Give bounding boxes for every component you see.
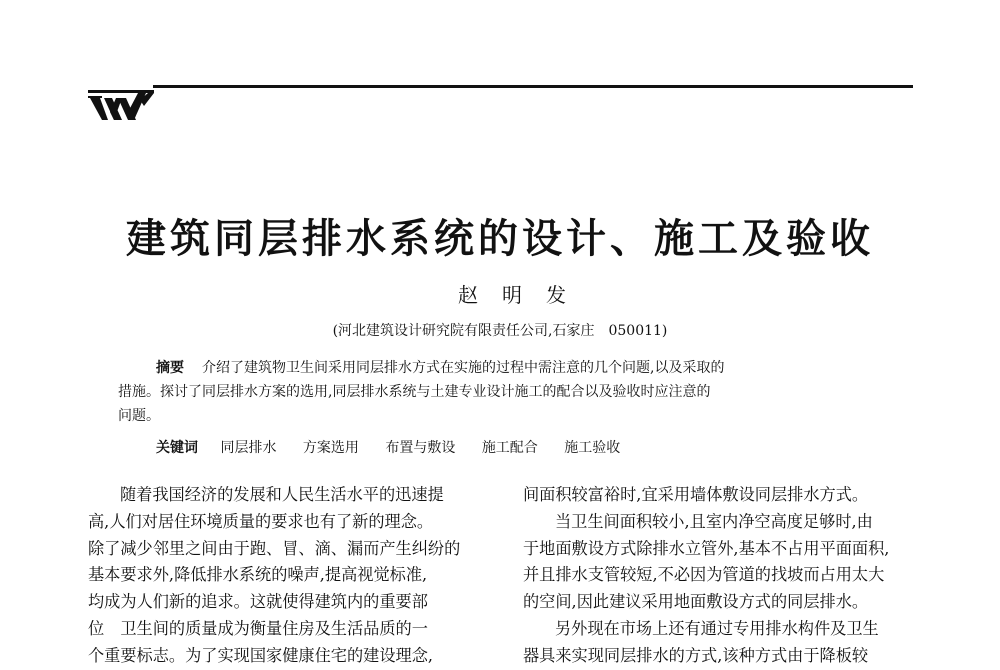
abstract-line	[118, 356, 890, 380]
abstract-text: 介绍了建筑物卫生间采用同层排水方式在实施的过程中需注意的几个问题,以及采取的	[202, 360, 725, 376]
body-line: 均成为人们新的追求。这就使得建筑内的重要部	[88, 592, 428, 612]
keyword-item: 同层排水	[220, 440, 277, 456]
body-line: 器具来实现同层排水的方式,该种方式由于降板较	[523, 645, 869, 665]
header-rule	[153, 85, 913, 88]
keywords	[156, 436, 642, 460]
keywords-label: 关键词	[156, 440, 198, 456]
body-line: 的空间,因此建议采用地面敷设方式的同层排水。	[523, 592, 869, 612]
body-line: 当卫生间面积较小,且室内净空高度足够时,由	[555, 511, 873, 531]
body-line: 随着我国经济的发展和人民生活水平的迅速提	[120, 485, 444, 504]
abstract-line: 问题。	[118, 408, 160, 424]
body-line: 并且排水支管较短,不必因为管道的找坡而占用太大	[523, 565, 885, 585]
body-line: 个重要标志。为了实现国家健康住宅的建设理念,	[88, 645, 434, 665]
body-line: 基本要求外,降低排水系统的噪声,提高视觉标准,	[88, 565, 428, 585]
article-author: 赵明发	[458, 283, 590, 307]
body-line: 高,人们对居住环境质量的要求也有了新的理念。	[88, 511, 434, 531]
article-title: 建筑同层排水系统的设计、施工及验收	[126, 216, 874, 262]
abstract-label: 摘要	[156, 360, 184, 376]
journal-logo-icon	[88, 90, 154, 120]
body-column-right	[523, 482, 923, 670]
keyword-item: 施工验收	[564, 440, 621, 456]
keyword-item: 施工配合	[481, 440, 538, 456]
body-line: 于地面敷设方式除排水立管外,基本不占用平面面积,	[523, 538, 890, 558]
keyword-item: 布置与敷设	[385, 440, 456, 456]
body-line: 间面积较富裕时,宜采用墙体敷设同层排水方式。	[523, 485, 869, 504]
abstract-line: 措施。探讨了同层排水方案的选用,同层排水系统与土建专业设计施工的配合以及验收时应注意的	[118, 384, 711, 400]
abstract	[118, 356, 890, 428]
body-line: 另外现在市场上还有通过专用排水构件及卫生	[555, 618, 879, 638]
body-line: 除了减少邻里之间由于跑、冒、滴、漏而产生纠纷的	[88, 538, 461, 558]
body-line: 位 卫生间的质量成为衡量住房及生活品质的一	[88, 618, 428, 638]
author-affiliation: (河北建筑设计研究院有限责任公司,石家庄 050011)	[332, 323, 668, 339]
body-column-left	[88, 482, 488, 670]
keyword-item: 方案选用	[302, 440, 359, 456]
